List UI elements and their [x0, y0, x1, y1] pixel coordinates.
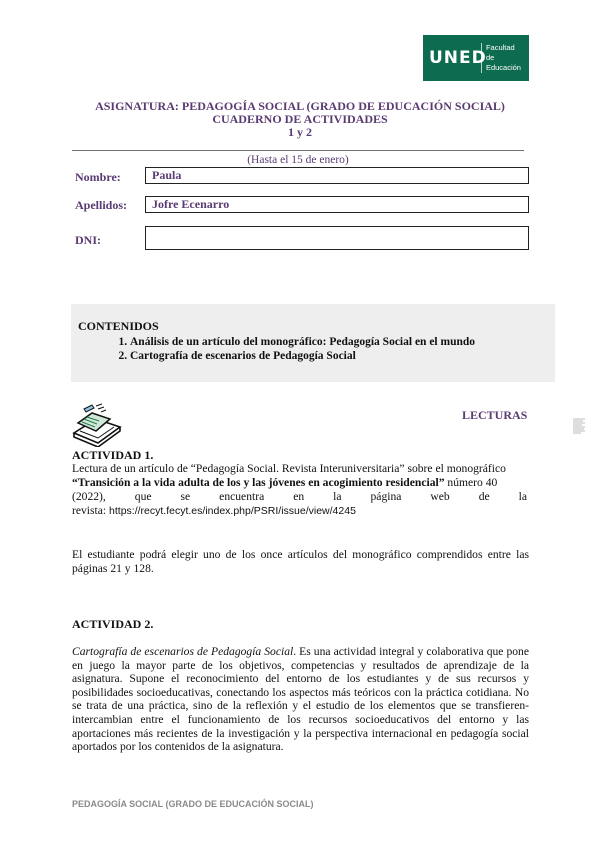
logo-text-line2: de Educación [485, 53, 521, 72]
monograph-title: “Transición a la vida adulta de los y las jóvenes en acogimiento residencial” [72, 476, 445, 489]
activities-number: 1 y 2 [288, 125, 312, 139]
logo-separator [481, 43, 482, 73]
activity1-line4 [72, 504, 529, 519]
contents-item: 1. Análisis de un artículo del monográfico: Pedagogía Social en el mundo [130, 335, 475, 349]
nombre-label: Nombre: [75, 170, 121, 184]
revista-label: revista: [72, 504, 110, 517]
contents-box [71, 304, 555, 382]
subject-title: ASIGNATURA: PEDAGOGÍA SOCIAL (GRADO DE EDUCACIÓN SOCIAL) [95, 99, 505, 113]
page-footer: PEDAGOGÍA SOCIAL (GRADO DE EDUCACIÓN SOCIAL) [72, 799, 314, 809]
activity1-title: ACTIVIDAD 1. [72, 448, 154, 462]
monograph-number: número 40 [444, 476, 498, 489]
margin-note-icon [572, 418, 586, 434]
journal-link[interactable]: https://recyt.fecyt.es/index.php/PSRI/issue/view/4245 [109, 505, 356, 517]
header-divider [72, 150, 524, 151]
logo-mark: UNED [429, 48, 487, 68]
logo-text [486, 43, 529, 73]
nombre-field[interactable]: Paula [145, 167, 529, 184]
deadline-text: (Hasta el 15 de enero) [247, 154, 349, 166]
activity1-line1: Lectura de un artículo de “Pedagogía Social. Revista Interuniversitaria” sobre el monográfico [72, 462, 506, 475]
activity1-paragraph2: El estudiante podrá elegir uno de los once artículos del monográfico comprendidos entre las páginas 21 y 128. [72, 548, 529, 575]
activity2-paragraph [72, 645, 529, 754]
apellidos-field[interactable]: Jofre Ecenarro [145, 196, 529, 213]
activity2-title: ACTIVIDAD 2. [72, 617, 154, 631]
uned-logo [423, 35, 529, 81]
activity2-lead: Cartografía de escenarios de Pedagogía Social [72, 645, 294, 658]
dni-field[interactable] [145, 226, 529, 250]
notebook-title: CUADERNO DE ACTIVIDADES [212, 112, 388, 126]
logo-text-line1: Facultad [485, 43, 515, 52]
lecturas-heading: LECTURAS [462, 408, 528, 422]
apellidos-label: Apellidos: [75, 198, 128, 212]
activity1-line2 [72, 476, 529, 490]
activity2-body: . Es una actividad integral y colaborativa que pone en juego la mayor parte de los objetivos, competencias y resultados de aprendizaje de la asignatura. Supone el reconocimiento del entorno de los estudiantes y de sus recursos y posibilidades socioeducativas, conectando los aspectos más teóricos con la práctica cotidiana. No se trata de una práctica, sino de la reflexión y el estudio de los elementos que se transfieren-intercambian entre el funcionamiento de los recursos socioeducativos del entorno y las aportaciones más recientes de la investigación y la perspectiva internacional en pedagogía social aportados por los contenidos de la asignatura. [72, 645, 529, 754]
books-icon [68, 403, 124, 447]
contents-title: CONTENIDOS [78, 319, 159, 333]
activity1-line3: (2022), que se encuentra en la página web de la [72, 490, 527, 503]
dni-label: DNI: [75, 233, 101, 247]
contents-item: 2. Cartografía de escenarios de Pedagogía Social [130, 349, 475, 363]
contents-list [113, 335, 475, 363]
